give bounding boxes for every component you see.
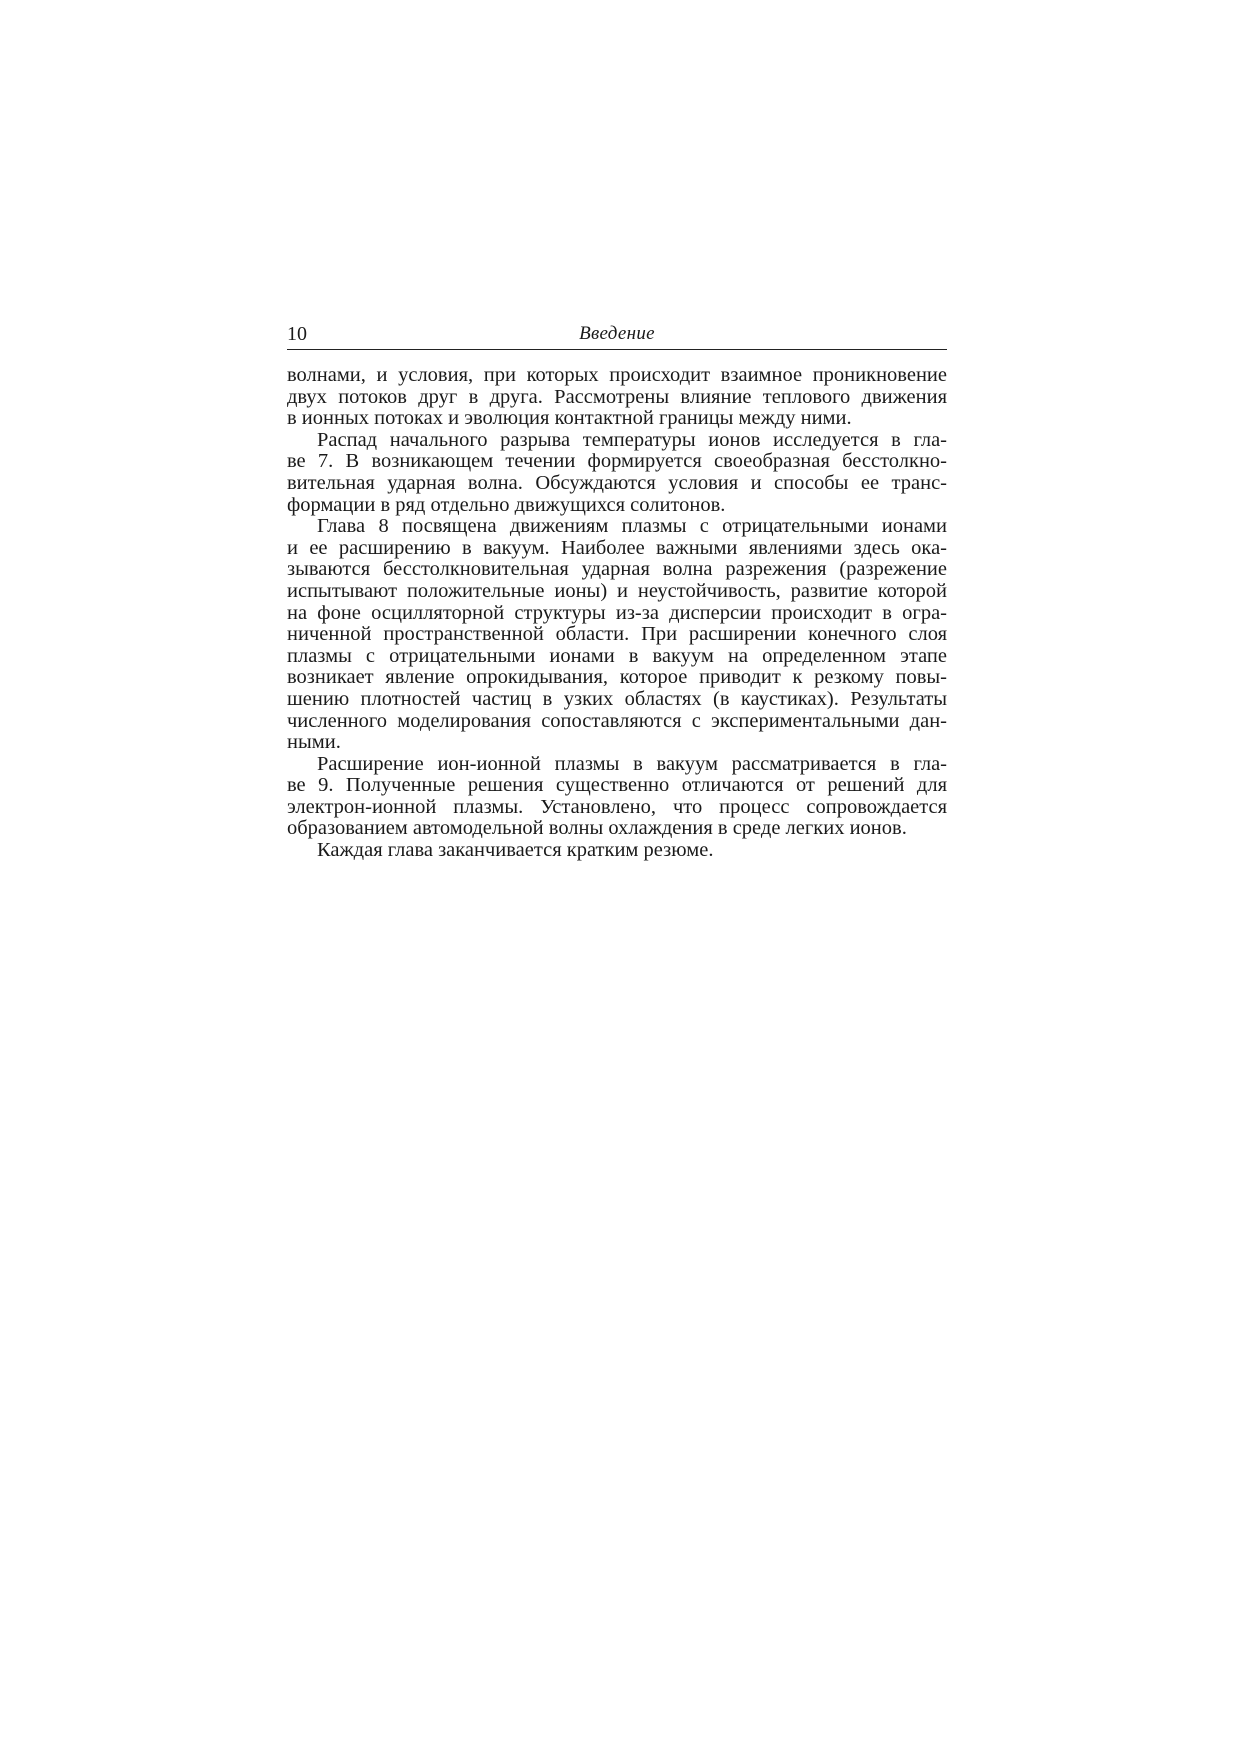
paragraph-1 [287, 365, 947, 430]
text-line: двух потоков друг в друга. Рассмотрены влияние теплового движения [287, 385, 947, 408]
text-line: ниченной пространственной области. При расширении конечного слоя [287, 623, 947, 646]
paragraph-2 [287, 430, 947, 516]
paragraph-4 [287, 754, 947, 840]
text-line: в ионных потоках и эволюция контактной границы между ними. [287, 407, 852, 430]
text-line: плазмы с отрицательными ионами в вакуум на определенном этапе [287, 644, 947, 667]
text-body [287, 365, 947, 862]
text-line: ными. [287, 731, 341, 754]
running-title: Введение [579, 323, 655, 344]
text-line: на фоне осцилляторной структуры из-за дисперсии происходит в огра- [287, 601, 947, 624]
paragraph-3 [287, 516, 947, 754]
text-line: электрон-ионной плазмы. Установлено, что процесс сопровождается [287, 795, 947, 818]
text-line: шению плотностей частиц в узких областях (в каустиках). Результаты [287, 687, 947, 710]
text-line: ве 7. В возникающем течении формируется своеобразная бесстолкно- [287, 450, 947, 473]
text-line: вительная ударная волна. Обсуждаются условия и способы ее транс- [287, 471, 947, 494]
text-line: формации в ряд отдельно движущихся солитонов. [287, 493, 726, 516]
text-line: и ее расширению в вакуум. Наиболее важными явлениями здесь ока- [287, 536, 947, 559]
text-line: Расширение ион-ионной плазмы в вакуум рассматривается в гла- [317, 752, 947, 775]
text-line: Распад начального разрыва температуры ионов исследуется в гла- [317, 428, 947, 451]
text-line: волнами, и условия, при которых происходит взаимное проникновение [287, 364, 947, 386]
text-line: Глава 8 посвящена движениям плазмы с отрицательными ионами [317, 515, 947, 538]
text-line: Каждая глава заканчивается кратким резюме. [317, 839, 714, 862]
text-line: возникает явление опрокидывания, которое приводит к резкому повы- [287, 666, 947, 689]
text-line: испытывают положительные ионы) и неустойчивость, развитие которой [287, 579, 947, 602]
paragraph-5 [287, 840, 947, 862]
text-line: ве 9. Полученные решения существенно отличаются от решений для [287, 774, 947, 797]
text-line: численного моделирования сопоставляются с экспериментальными дан- [287, 709, 947, 732]
running-head [287, 321, 947, 350]
text-line: образованием автомодельной волны охлаждения в среде легких ионов. [287, 817, 907, 840]
text-line: зываются бесстолкновительная ударная волна разрежения (разрежение [287, 558, 947, 581]
page-number: 10 [287, 323, 307, 345]
